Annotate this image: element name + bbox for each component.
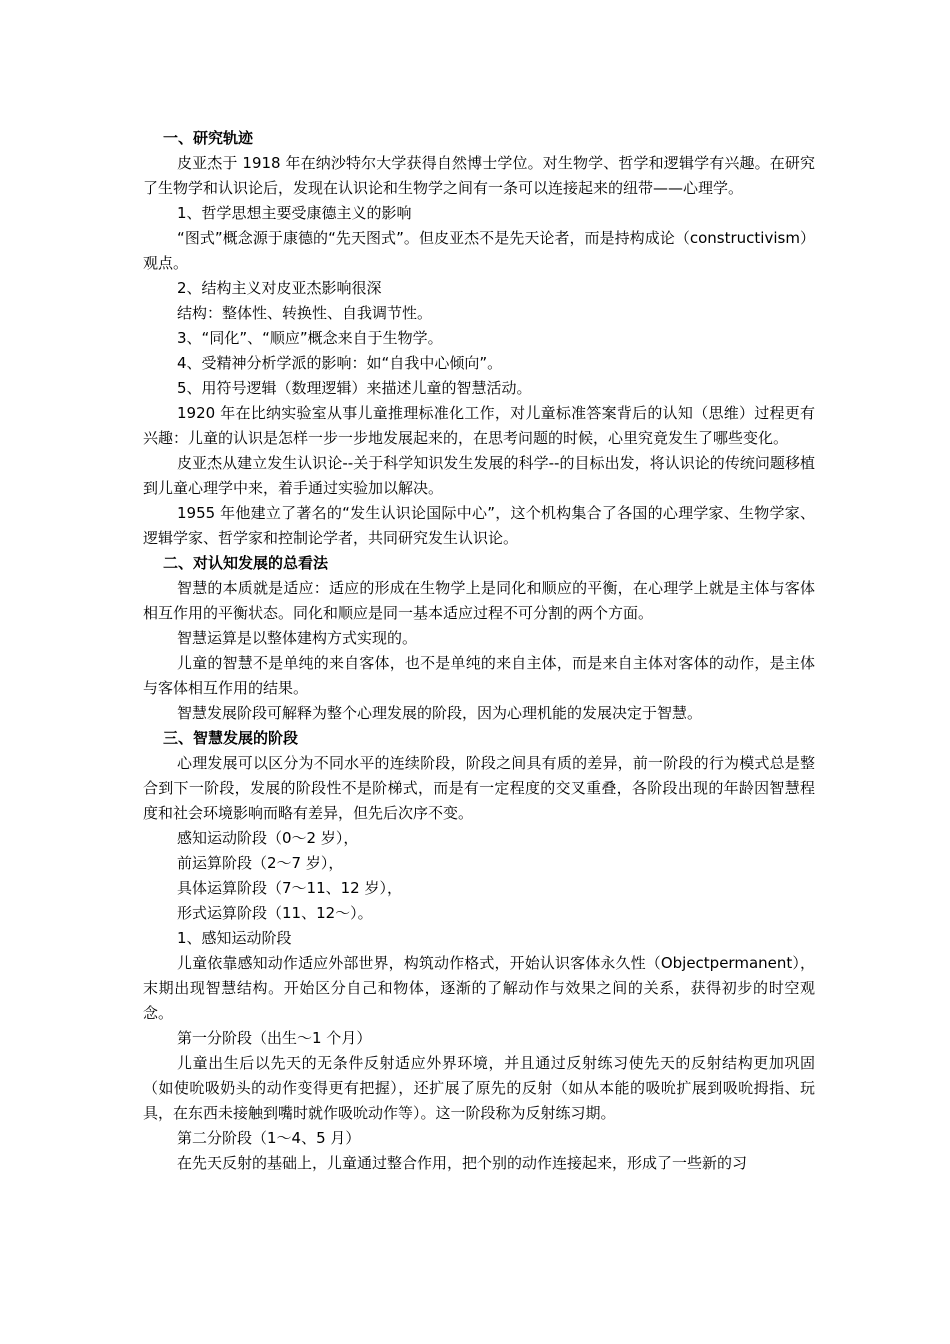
subsection-heading: 第一分阶段（出生～1 个月）: [177, 1029, 372, 1047]
list-item: 3、“同化”、“顺应”概念来自于生物学。: [177, 329, 443, 347]
paragraph: 儿童出生后以先天的无条件反射适应外界环境，并且通过反射练习使先天的反射结构更加巩固（如使吮吸奶头的动作变得更有把握），还扩展了原先的反射（如从本能的吸吮扩展到吸吮拇指、玩具，在东西未接触到嘴时就作吸吮动作等）。这一阶段称为反射练习期。: [143, 1054, 815, 1122]
paragraph: 皮亚杰从建立发生认识论--关于科学知识发生发展的科学--的目标出发，将认识论的传统问题移植到儿童心理学中来，着手通过实验加以解决。: [143, 454, 815, 497]
section-heading: 三、智慧发展的阶段: [163, 729, 299, 747]
section-heading: 一、研究轨迹: [163, 129, 254, 147]
paragraph: 智慧运算是以整体建构方式实现的。: [177, 629, 418, 647]
paragraph: 结构：整体性、转换性、自我调节性。: [177, 304, 433, 322]
list-item: 2、结构主义对皮亚杰影响很深: [177, 279, 382, 297]
list-item: 感知运动阶段（0～2 岁），: [177, 829, 359, 847]
list-item: 1、哲学思想主要受康德主义的影响: [177, 204, 412, 222]
list-item: 形式运算阶段（11、12～）。: [177, 904, 373, 922]
paragraph: 智慧发展阶段可解释为整个心理发展的阶段，因为心理机能的发展决定于智慧。: [177, 704, 703, 722]
list-item: 前运算阶段（2～7 岁），: [177, 854, 344, 872]
paragraph: 儿童的智慧不是单纯的来自客体，也不是单纯的来自主体，而是来自主体对客体的动作，是主体与客体相互作用的结果。: [143, 654, 815, 697]
list-item: 具体运算阶段（7～11、12 岁），: [177, 879, 402, 897]
paragraph: 1955 年他建立了著名的“发生认识论国际中心”，这个机构集合了各国的心理学家、生物学家、逻辑学家、哲学家和控制论学者，共同研究发生认识论。: [143, 504, 815, 547]
paragraph: 在先天反射的基础上，儿童通过整合作用，把个别的动作连接起来，形成了一些新的习: [177, 1154, 748, 1172]
paragraph: “图式”概念源于康德的“先天图式”。但皮亚杰不是先天论者，而是持构成论（constructivism）观点。: [143, 229, 815, 272]
list-item: 4、受精神分析学派的影响：如“自我中心倾向”。: [177, 354, 503, 372]
subsection-heading: 第二分阶段（1～4、5 月）: [177, 1129, 361, 1147]
paragraph: 智慧的本质就是适应：适应的形成在生物学上是同化和顺应的平衡，在心理学上就是主体与客体相互作用的平衡状态。同化和顺应是同一基本适应过程不可分割的两个方面。: [143, 579, 815, 622]
list-item: 5、用符号逻辑（数理逻辑）来描述儿童的智慧活动。: [177, 379, 532, 397]
paragraph: 皮亚杰于 1918 年在纳沙特尔大学获得自然博士学位。对生物学、哲学和逻辑学有兴趣。在研究了生物学和认识论后，发现在认识论和生物学之间有一条可以连接起来的纽带——心理学。: [143, 154, 815, 197]
document-body: [143, 126, 815, 1176]
paragraph: 1920 年在比纳实验室从事儿童推理标准化工作，对儿童标准答案背后的认知（思维）过程更有兴趣：儿童的认识是怎样一步一步地发展起来的，在思考问题的时候，心里究竟发生了哪些变化。: [143, 404, 815, 447]
subsection-heading: 1、感知运动阶段: [177, 929, 292, 947]
section-heading: 二、对认知发展的总看法: [163, 554, 329, 572]
paragraph: 儿童依靠感知动作适应外部世界，构筑动作格式，开始认识客体永久性（Objectpermanent），末期出现智慧结构。开始区分自己和物体，逐渐的了解动作与效果之间的关系，获得初步的时空观念。: [143, 954, 815, 1022]
paragraph: 心理发展可以区分为不同水平的连续阶段，阶段之间具有质的差异，前一阶段的行为模式总是整合到下一阶段，发展的阶段性不是阶梯式，而是有一定程度的交叉重叠，各阶段出现的年龄因智慧程度和社会环境影响而略有差异，但先后次序不变。: [143, 754, 815, 822]
